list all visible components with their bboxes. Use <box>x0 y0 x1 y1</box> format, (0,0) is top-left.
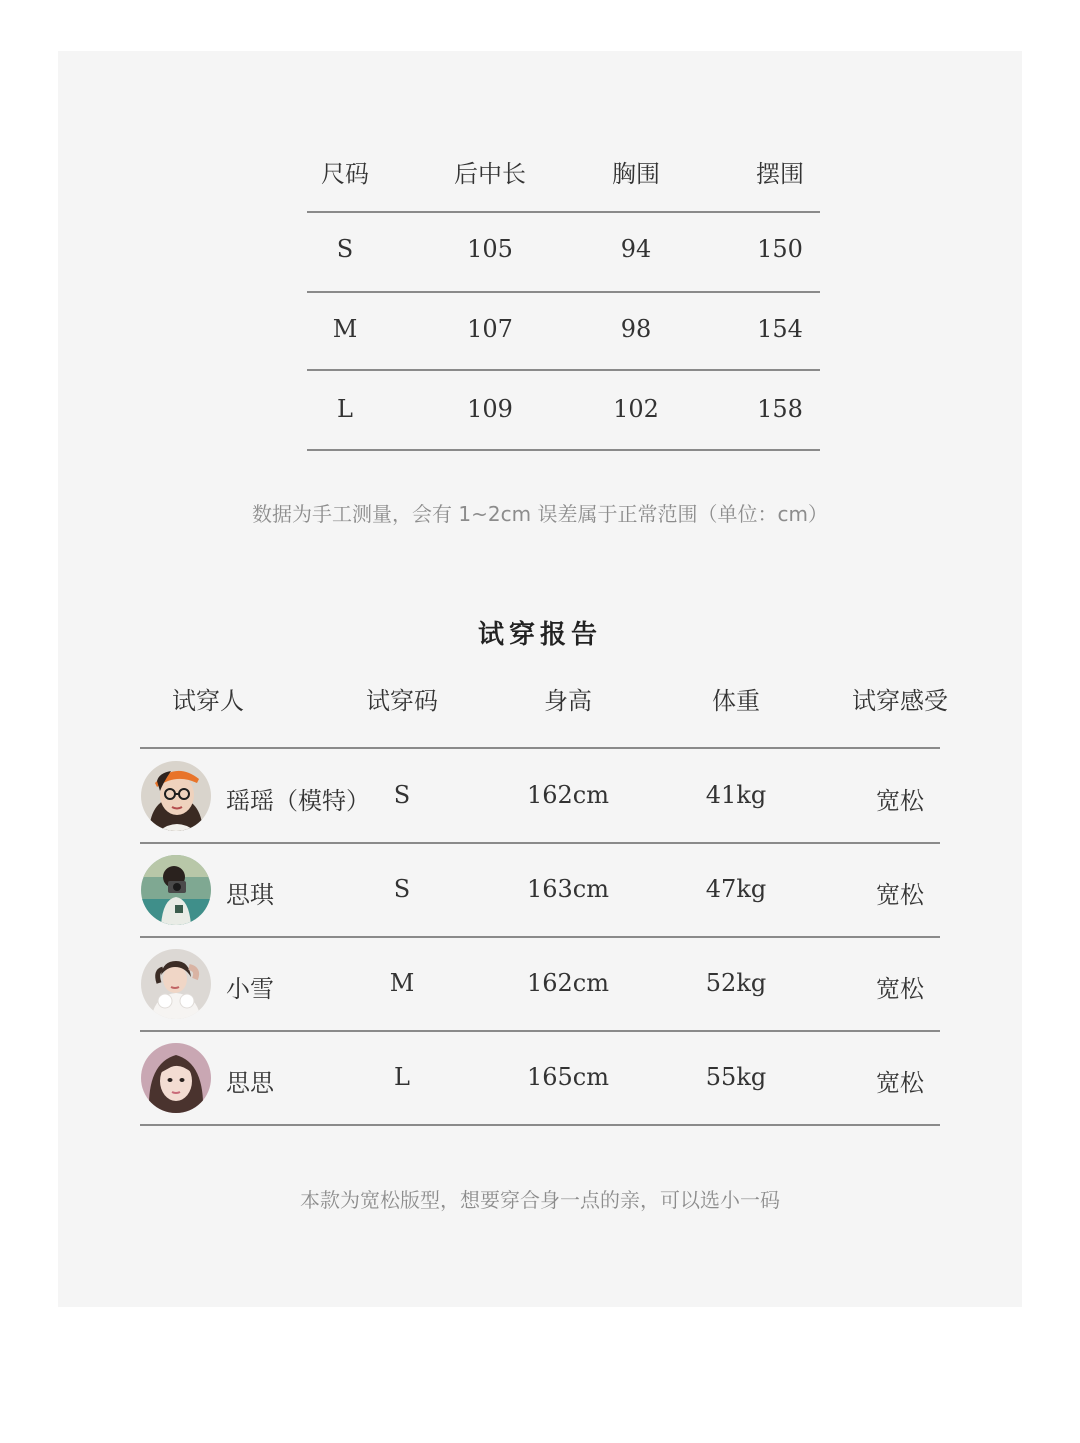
hem-cell: 154 <box>757 315 803 343</box>
size-header-size: 尺码 <box>321 160 369 188</box>
tryon-table-divider <box>140 936 940 938</box>
hem-cell: 150 <box>757 235 803 263</box>
tryon-report-title: 试穿报告 <box>477 620 602 650</box>
length-cell: 107 <box>467 315 513 343</box>
tester-height: 162cm <box>526 781 610 809</box>
length-cell: 109 <box>467 395 513 423</box>
avatar-white-lace-collar <box>141 949 211 1019</box>
size-table-divider <box>307 291 820 293</box>
table-row <box>58 845 1022 939</box>
chest-cell: 102 <box>613 395 659 423</box>
tryon-table-divider <box>140 842 940 844</box>
size-header-chest: 胸围 <box>612 160 660 188</box>
chest-cell: 94 <box>620 235 652 263</box>
table-row <box>58 751 1022 845</box>
tester-feel: 宽松 <box>876 787 924 815</box>
tester-height: 162cm <box>526 969 610 997</box>
tryon-table-divider <box>140 1030 940 1032</box>
size-header-hem: 摆围 <box>756 160 804 188</box>
tester-weight: 47kg <box>705 875 767 903</box>
tryon-header-height: 身高 <box>544 687 592 715</box>
size-table-divider <box>307 449 820 451</box>
tester-size: S <box>393 781 411 809</box>
tester-height: 165cm <box>526 1063 610 1091</box>
size-table-divider <box>307 369 820 371</box>
tester-feel: 宽松 <box>876 1069 924 1097</box>
tester-name: 小雪 <box>226 975 274 1003</box>
size-cell: M <box>332 315 358 343</box>
table-row <box>58 939 1022 1033</box>
tester-height: 163cm <box>526 875 610 903</box>
tryon-header-person: 试穿人 <box>172 687 244 715</box>
tester-name: 思思 <box>226 1069 274 1097</box>
measurement-note: 数据为手工测量，会有 1~2cm 误差属于正常范围（单位：cm） <box>252 502 828 526</box>
size-cell: L <box>337 395 353 423</box>
tester-feel: 宽松 <box>876 881 924 909</box>
avatar-camera-selfie <box>141 855 211 925</box>
tryon-table-header <box>58 681 1022 721</box>
avatar-orange-cap-glasses <box>141 761 211 831</box>
length-cell: 105 <box>467 235 513 263</box>
tester-weight: 41kg <box>705 781 767 809</box>
tester-size: L <box>394 1063 410 1091</box>
tryon-header-weight: 体重 <box>712 687 760 715</box>
tryon-header-size: 试穿码 <box>366 687 438 715</box>
tryon-header-feel: 试穿感受 <box>852 687 948 715</box>
tryon-table-divider <box>140 747 940 749</box>
tester-weight: 52kg <box>705 969 767 997</box>
tester-weight: 55kg <box>705 1063 767 1091</box>
tester-size: S <box>393 875 411 903</box>
size-table-divider <box>307 211 820 213</box>
tryon-table-divider <box>140 1124 940 1126</box>
size-header-length: 后中长 <box>454 160 526 188</box>
chest-cell: 98 <box>620 315 652 343</box>
table-row <box>58 1033 1022 1127</box>
tester-name: 瑶瑶（模特） <box>226 787 370 815</box>
hem-cell: 158 <box>757 395 803 423</box>
size-chart-panel <box>58 51 1022 1307</box>
tester-feel: 宽松 <box>876 975 924 1003</box>
size-cell: S <box>336 235 354 263</box>
tester-name: 思琪 <box>226 881 274 909</box>
fit-note: 本款为宽松版型，想要穿合身一点的亲，可以选小一码 <box>300 1188 780 1212</box>
tester-size: M <box>389 969 415 997</box>
avatar-portrait-pink <box>141 1043 211 1113</box>
